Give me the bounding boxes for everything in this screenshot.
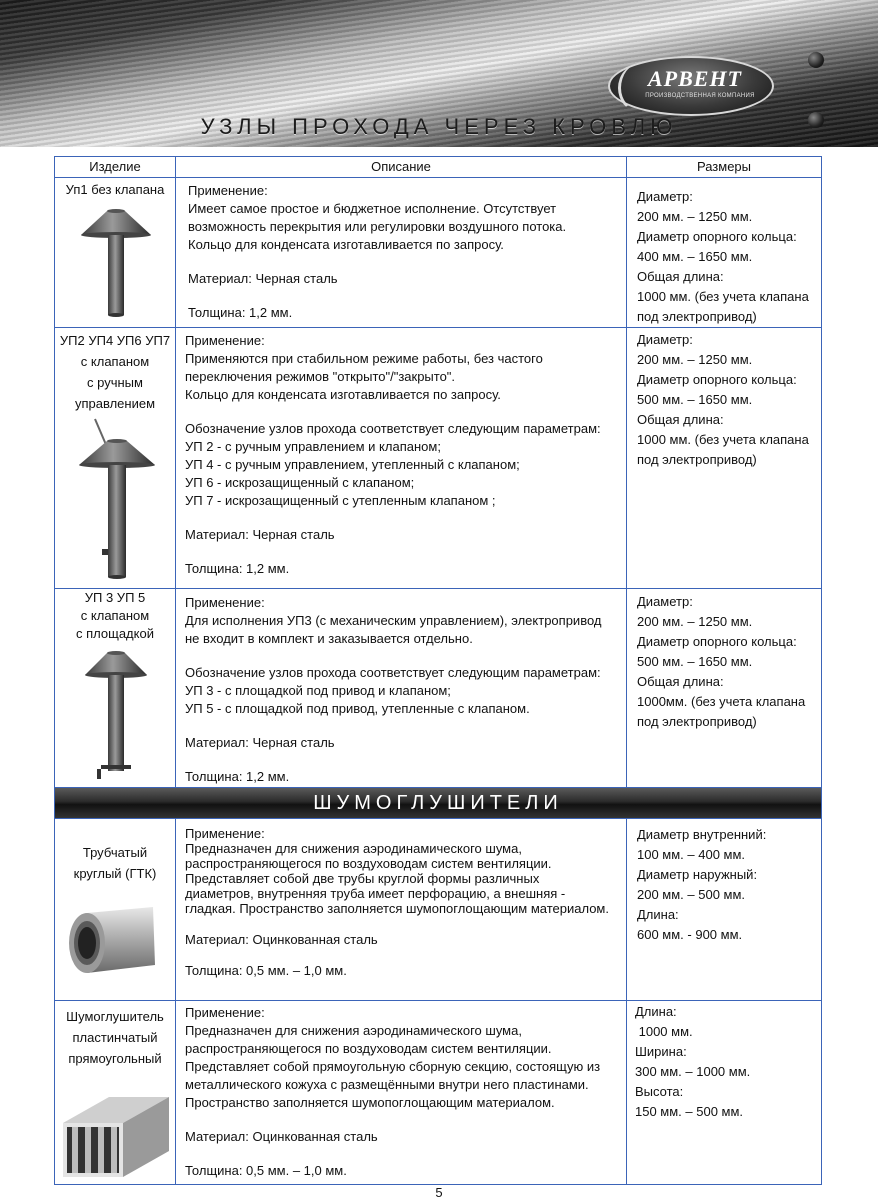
dim-line: 100 мм. – 400 мм. [637,847,746,862]
dim-line: 500 мм. – 1650 мм. [637,654,753,669]
product-description [188,182,618,322]
dim-line: под электропривод) [637,714,757,729]
logo-name: АРВЕНТ [647,66,742,91]
product-name-line: с площадкой [76,626,154,641]
dim-line: 1000мм. (без учета клапана [637,694,806,709]
desc-line: УП 4 - с ручным управлением, утепленный с клапаном; [185,457,520,472]
roof-pass-unit-valve-image [75,415,159,585]
product-name-line: УП2 УП4 УП6 УП7 [59,333,171,348]
product-name-line: Трубчатый [82,845,148,860]
section-title: ШУМОГЛУШИТЕЛИ [313,792,563,814]
desc-line: УП 2 - с ручным управлением и клапаном; [185,439,441,454]
dim-line: 200 мм. – 1250 мм. [637,209,753,224]
product-name-line: управлением [74,396,156,411]
desc-line: диаметров, внутренняя труба имеет перфорацию, а внешняя - [185,886,566,901]
dim-line: 1000 мм. (без учета клапана [637,432,809,447]
product-dimensions [637,330,821,470]
dim-line: 200 мм. – 500 мм. [637,887,746,902]
desc-line: металлического кожуха с размещёнными внутри него пластинами. [185,1077,589,1092]
dim-line: Общая длина: [637,412,724,427]
col-divider [175,818,176,1185]
column-header-product: Изделие [89,159,141,174]
desc-line: Кольцо для конденсата изготавливается по запросу. [188,237,504,252]
desc-line: переключения режимов "открыто"/"закрыто". [185,369,456,384]
product-description [185,826,625,978]
dim-line: под электропривод) [637,452,757,467]
desc-line: УП 3 - с площадкой под привод и клапаном; [185,683,451,698]
desc-line: Толщина: 0,5 мм. – 1,0 мм. [185,963,347,978]
product-name-line: круглый (ГТК) [73,866,157,881]
bolt-icon [808,52,824,68]
product-description [185,332,625,578]
desc-line: распространяющегося по воздуховодам систем вентиляции. [185,856,552,871]
col-divider [626,157,627,787]
tubular-silencer-image [65,903,165,979]
header-banner [0,0,878,147]
section-header-silencers [55,788,821,818]
product-dimensions [637,187,821,327]
dim-line: 1000 мм. (без учета клапана [637,289,809,304]
product-name-line: УП 3 УП 5 [84,590,146,605]
dim-line: Общая длина: [637,269,724,284]
row-divider [55,818,821,819]
product-name [55,179,175,200]
dim-line: 200 мм. – 1250 мм. [637,352,753,367]
product-name-line: с ручным [87,375,143,390]
product-description [185,1004,625,1180]
plate-silencer-image [61,1093,171,1181]
dim-line: 150 мм. – 500 мм. [635,1104,744,1119]
desc-line: Имеет самое простое и бюджетное исполнение. Отсутствует [188,201,557,216]
company-logo [608,56,774,116]
product-dimensions [637,825,821,945]
dim-line: Ширина: [635,1044,687,1059]
dim-line: 400 мм. – 1650 мм. [637,249,753,264]
dim-line: Диаметр: [637,594,693,609]
desc-line: Применение: [185,1005,265,1020]
desc-line: Представляет собой прямоугольную сборную секцию, состоящую из [185,1059,601,1074]
desc-line: возможность перекрытия или регулировки воздушного потока. [188,219,567,234]
desc-line: Материал: Черная сталь [188,271,338,286]
dim-line: 600 мм. - 900 мм. [637,927,743,942]
dim-line: Диаметр опорного кольца: [637,229,797,244]
dim-line: 1000 мм. [635,1024,693,1039]
logo-subtitle: ПРОИЗВОДСТВЕННАЯ КОМПАНИЯ [645,93,755,99]
desc-line: Материал: Оцинкованная сталь [185,1129,378,1144]
dim-line: Общая длина: [637,674,724,689]
col-divider [175,157,176,787]
desc-line: Применение: [185,595,265,610]
product-name-line: пластинчатый [72,1030,158,1045]
desc-line: Предназначен для снижения аэродинамического шума, [185,841,522,856]
desc-line: Пространство заполняется шумопоглощающим материалом. [185,1095,555,1110]
desc-line: УП 6 - искрозащищенный с клапаном; [185,475,415,490]
product-name-line: с клапаном [80,608,150,623]
desc-line: Кольцо для конденсата изготавливается по запросу. [185,387,501,402]
dim-line: Диаметр внутренний: [637,827,767,842]
desc-line: Обозначение узлов прохода соответствует следующим параметрам: [185,665,601,680]
dim-line: 300 мм. – 1000 мм. [635,1064,751,1079]
dim-line: Высота: [635,1084,684,1099]
dim-line: Диаметр: [637,332,693,347]
roof-pass-unit-image [79,205,153,319]
row-divider [55,177,821,178]
desc-line: Материал: Черная сталь [185,735,335,750]
product-name [55,330,175,414]
desc-line: гладкая. Пространство заполняется шумопоглощающим материалом. [185,901,609,916]
col-divider [626,818,627,1185]
desc-line: Применение: [188,183,268,198]
desc-line: Материал: Черная сталь [185,527,335,542]
desc-line: распространяющегося по воздуховодам систем вентиляции. [185,1041,552,1056]
product-name [55,589,175,643]
product-name [55,842,175,884]
dim-line: Диаметр наружный: [637,867,758,882]
desc-line: Толщина: 1,2 мм. [188,305,293,320]
product-description [185,594,625,786]
row-divider [55,327,821,328]
dim-line: Длина: [635,1004,677,1019]
product-table [54,156,822,1185]
desc-line: Обозначение узлов прохода соответствует следующим параметрам: [185,421,601,436]
desc-line: Материал: Оцинкованная сталь [185,932,378,947]
desc-line: Толщина: 1,2 мм. [185,769,290,784]
product-name-line: Шумоглушитель [66,1009,164,1024]
row-divider [55,1000,821,1001]
desc-line: Применение: [185,826,265,841]
desc-line: Толщина: 0,5 мм. – 1,0 мм. [185,1163,347,1178]
product-name-line: прямоугольный [68,1051,162,1066]
desc-line: УП 7 - искрозащищенный с утепленным клапаном ; [185,493,496,508]
desc-line: Применяются при стабильном режиме работы, без частого [185,351,543,366]
dim-line: 200 мм. – 1250 мм. [637,614,753,629]
dim-line: под электропривод) [637,309,757,324]
desc-line: Представляет собой две трубы круглой формы различных [185,871,540,886]
desc-line: Для исполнения УП3 (с механическим управлением), электропривод [185,613,602,628]
desc-line: Предназначен для снижения аэродинамического шума, [185,1023,522,1038]
product-name [55,1006,175,1069]
product-dimensions [637,592,821,732]
roof-pass-unit-platform-image [83,649,149,781]
dim-line: 500 мм. – 1650 мм. [637,392,753,407]
desc-line: Применение: [185,333,265,348]
dim-line: Длина: [637,907,679,922]
desc-line: не входит в комплект и заказывается отдельно. [185,631,473,646]
product-name-line: Уп1 без клапана [65,182,165,197]
desc-line: УП 5 - с площадкой под привод, утепленные с клапаном. [185,701,530,716]
column-header-dimensions: Размеры [696,159,752,174]
dim-line: Диаметр опорного кольца: [637,372,797,387]
dim-line: Диаметр опорного кольца: [637,634,797,649]
page-title: УЗЛЫ ПРОХОДА ЧЕРЕЗ КРОВЛЮ [200,114,678,139]
product-dimensions [635,1002,821,1122]
column-header-description: Описание [371,159,431,174]
desc-line: Толщина: 1,2 мм. [185,561,290,576]
page-number: 5 [435,1185,443,1200]
dim-line: Диаметр: [637,189,693,204]
product-name-line: с клапаном [80,354,150,369]
